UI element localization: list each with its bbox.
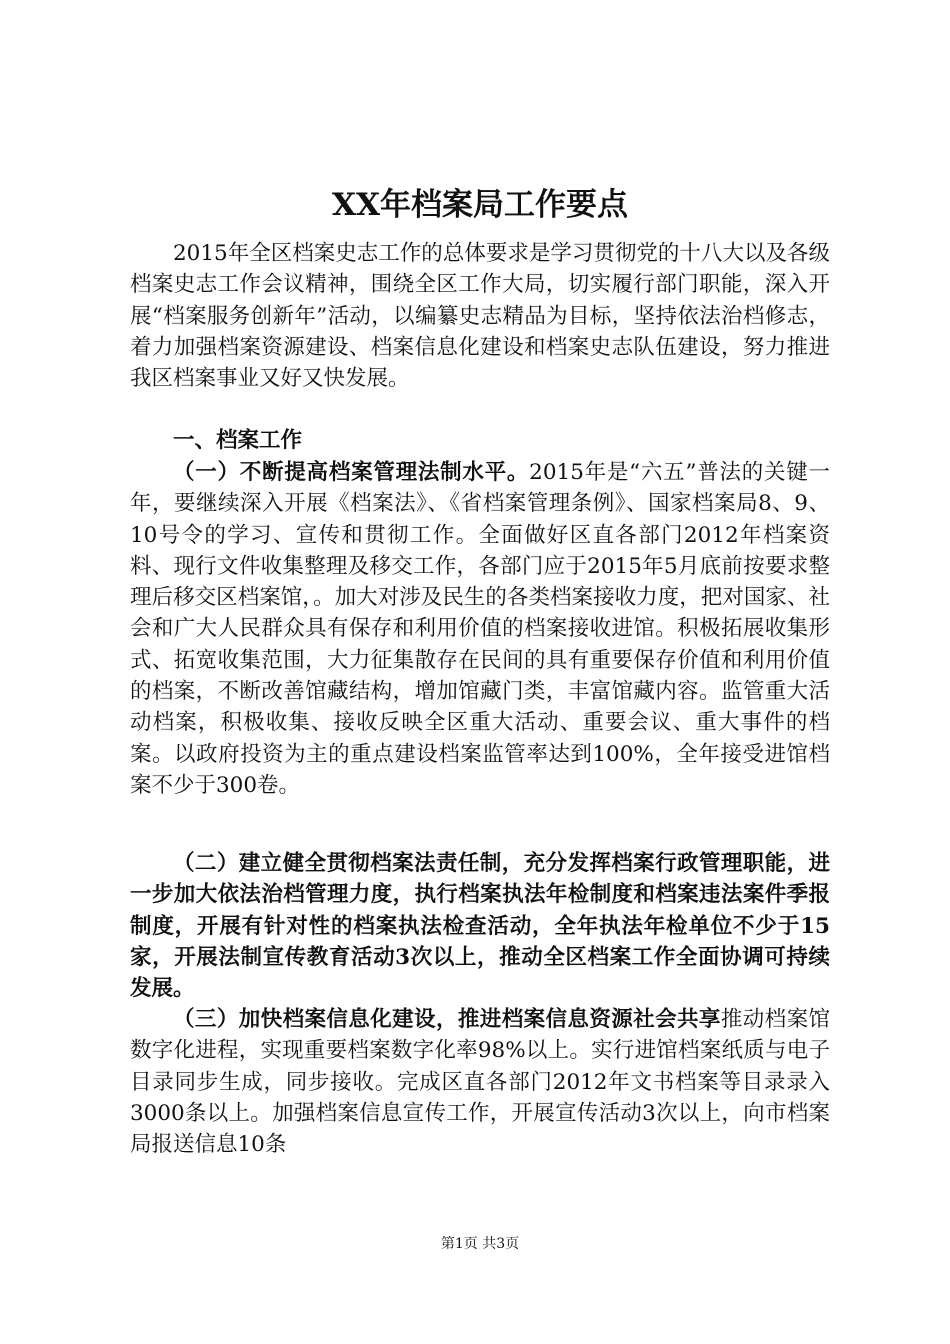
item-1-paragraph [130,457,830,801]
item-1-body: 2015年是“六五”普法的关键一年，要继续深入开展《档案法》、《省档案管理条例》、国家档案局8、9、10号令的学习、宣传和贯彻工作。全面做好区直各部门2012年档案资料、现行文件收集整理及移交工作，各部门应于2015年5月底前按要求整理后移交区档案馆，。加大对涉及民生的各类档案接收力度，把对国家、社会和广大人民群众具有保存和利用价值的档案接收进馆。积极拓展收集形式、拓宽收集范围，大力征集散存在民间的具有重要保存价值和利用价值的档案，不断改善馆藏结构，增加馆藏门类，丰富馆藏内容。监管重大活动档案，积极收集、接收反映全区重大活动、重要会议、重大事件的档案。以政府投资为主的重点建设档案监管率达到100%，全年接受进馆档案不少于300卷。 [130,460,830,798]
item-3-lead: （三）加快档案信息化建设，推进档案信息资源社会共享 [173,1007,721,1032]
item-3-paragraph [130,1004,830,1160]
item-1-lead: （一）不断提高档案管理法制水平。 [173,460,530,485]
section-heading-archives: 一、档案工作 [173,428,303,453]
item-3-body: 推动档案馆数字化进程，实现重要档案数字化率98%以上。实行进馆档案纸质与电子目录同步生成，同步接收。完成区直各部门2012年文书档案等目录录入3000条以上。加强档案信息宣传工作，开展宣传活动3次以上，向市档案局报送信息10条 [130,1007,830,1158]
document-title: XX年档案局工作要点 [331,187,629,223]
page-footer: 第1页 共3页 [440,1236,520,1252]
intro-paragraph: 2015年全区档案史志工作的总体要求是学习贯彻党的十八大以及各级档案史志工作会议精神，围绕全区工作大局，切实履行部门职能，深入开展“档案服务创新年”活动，以编纂史志精品为目标，坚持依法治档修志，着力加强档案资源建设、档案信息化建设和档案史志队伍建设，努力推进我区档案事业又好又快发展。 [130,241,830,392]
item-2-paragraph: （二）建立健全贯彻档案法责任制，充分发挥档案行政管理职能，进一步加大依法治档管理力度，执行档案执法年检制度和档案违法案件季报制度，开展有针对性的档案执法检查活动，全年执法年检单位不少于15家，开展法制宣传教育活动3次以上，推动全区档案工作全面协调可持续发展。 [130,851,830,1002]
document-page [130,0,830,1344]
